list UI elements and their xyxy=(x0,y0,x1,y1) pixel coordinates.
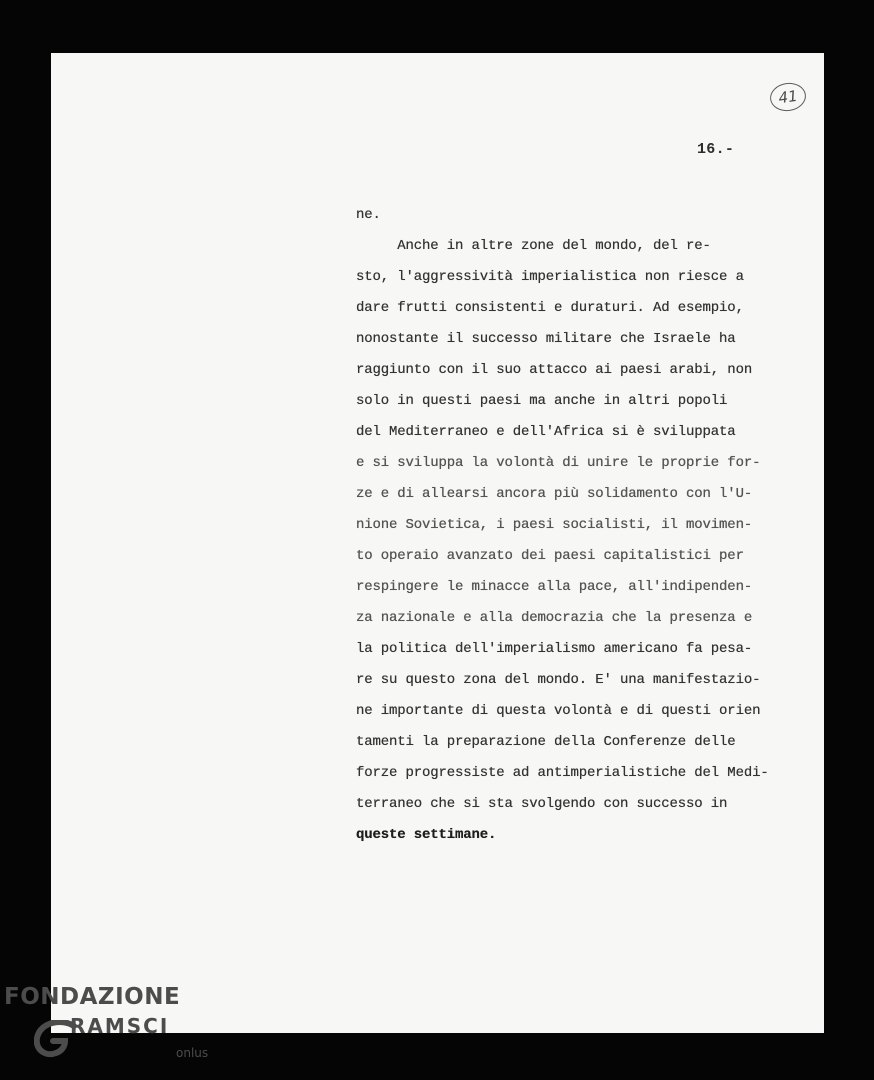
text-line: e si sviluppa la volontà di unire le proprie for- xyxy=(356,455,761,471)
page-number: 16.- xyxy=(697,141,735,158)
text-line: del Mediterraneo e dell'Africa si è sviluppata xyxy=(356,424,736,440)
text-line: raggiunto con il suo attacco ai paesi arabi, non xyxy=(356,362,753,378)
text-line: terraneo che si sta svolgendo con successo in xyxy=(356,796,728,812)
typed-text-body xyxy=(356,200,811,851)
text-line: Anche in altre zone del mondo, del re- xyxy=(356,238,711,254)
text-line: forze progressiste ad antimperialistiche del Medi- xyxy=(356,765,769,781)
text-line: dare frutti consistenti e duraturi. Ad esempio, xyxy=(356,300,744,316)
text-line: ne importante di questa volontà e di questi orien xyxy=(356,703,761,719)
text-line: queste settimane. xyxy=(356,827,497,843)
text-line: tamenti la preparazione della Conferenze delle xyxy=(356,734,736,750)
text-line: to operaio avanzato dei paesi capitalistici per xyxy=(356,548,744,564)
fondazione-gramsci-logo xyxy=(4,984,234,1080)
text-line: re su questo zona del mondo. E' una manifestazio- xyxy=(356,672,761,688)
logo-line-3: onlus xyxy=(176,1046,209,1060)
logo-line-2: RAMSCI xyxy=(70,1014,170,1038)
text-line: ze e di allearsi ancora più solidamento con l'U- xyxy=(356,486,753,502)
text-line: respingere le minacce alla pace, all'indipenden- xyxy=(356,579,753,595)
text-line: nonostante il successo militare che Israele ha xyxy=(356,331,736,347)
folio-stamp: 41 xyxy=(768,81,808,114)
text-line: za nazionale e alla democrazia che la presenza e xyxy=(356,610,753,626)
logo-line-1: FONDAZIONE xyxy=(4,984,181,1010)
text-line: nione Sovietica, i paesi socialisti, il movimen- xyxy=(356,517,753,533)
text-line: la politica dell'imperialismo americano fa pesa- xyxy=(356,641,753,657)
text-line: solo in questi paesi ma anche in altri popoli xyxy=(356,393,728,409)
text-line: sto, l'aggressività imperialistica non riesce a xyxy=(356,269,744,285)
text-line: ne. xyxy=(356,207,381,223)
